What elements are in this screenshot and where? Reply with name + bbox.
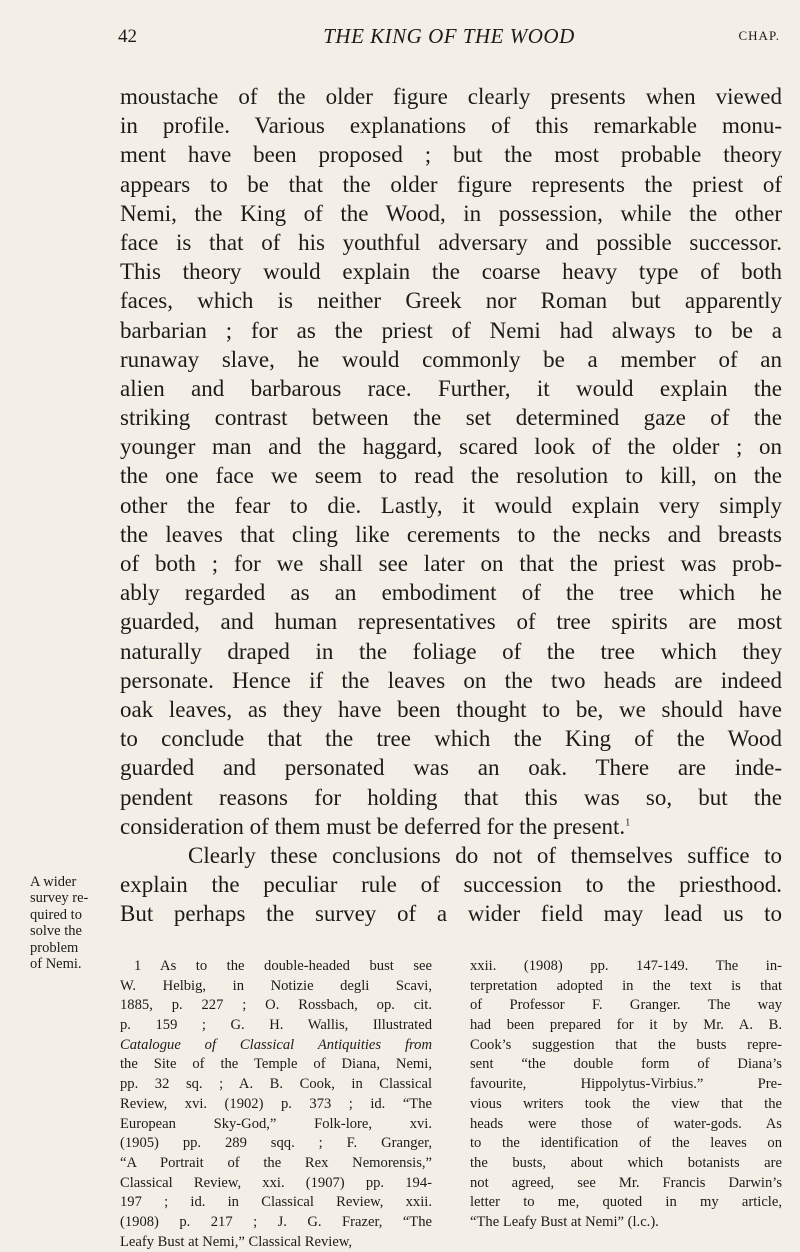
margin-note-line: A wider	[30, 874, 77, 890]
text-line: pendent reasons for holding that this was so, but the	[120, 784, 782, 810]
text-line: the leaves that cling like cerements to the necks and breasts	[120, 521, 782, 547]
margin-note-line: solve the	[30, 923, 82, 940]
text-line: alien and barbarous race. Further, it would explain the	[120, 375, 782, 401]
text-line: guarded and personated was an oak. There are inde-	[120, 755, 782, 781]
main-text	[120, 82, 782, 928]
footnote-line: 197 ; id. in Classical Review, xxii.	[120, 1194, 432, 1211]
text-line: But perhaps the survey of a wider field may lead us to	[120, 901, 782, 927]
text-line: explain the peculiar rule of succession to the priesthood.	[120, 872, 782, 898]
footnote-line: (1905) pp. 289 sqq. ; F. Granger,	[120, 1135, 432, 1152]
footnote-line: letter to me, quoted in my article,	[470, 1194, 782, 1211]
footnote-column-left	[120, 957, 432, 1252]
margin-note-line: survey re-	[30, 890, 89, 907]
footnote-line: 1 As to the double-headed bust see	[134, 958, 432, 974]
text-line: This theory would explain the coarse heavy type of both	[120, 259, 782, 285]
text-line: in profile. Various explanations of this remarkable monu-	[120, 113, 782, 139]
running-header	[118, 22, 780, 52]
footnote-line: the busts, about which botanists are	[470, 1154, 782, 1171]
text-line: ably regarded as an embodiment of the tree which he	[120, 580, 782, 606]
text-line: guarded, and human representatives of tree spirits are most	[120, 609, 782, 635]
margin-note-line: quired to	[30, 906, 82, 923]
footnote-line: vious writers took the view that the	[470, 1095, 782, 1112]
footnote-line: had been prepared for it by Mr. A. B.	[470, 1017, 782, 1034]
footnote-line: pp. 32 sq. ; A. B. Cook, in Classical	[120, 1076, 432, 1093]
text-line: younger man and the haggard, scared look of the older ; on	[120, 434, 782, 460]
footnote-line: Catalogue of Classical Antiquities from	[120, 1036, 432, 1053]
footnote-line: not agreed, see Mr. Francis Darwin’s	[470, 1174, 782, 1191]
text-line: of both ; for we shall see later on that the priest was prob-	[120, 551, 782, 576]
margin-note-line: problem	[30, 939, 79, 956]
text-line-content: consideration of them must be deferred for the present.	[120, 813, 626, 839]
footnote-line: terpretation adopted in the text is that	[470, 977, 782, 994]
text-line: moustache of the older figure clearly presents when viewed	[120, 84, 782, 109]
footnote-line: Review, xvi. (1902) p. 373 ; id. “The	[120, 1095, 432, 1112]
text-line: faces, which is neither Greek nor Roman but apparently	[120, 288, 782, 314]
text-line: barbarian ; for as the priest of Nemi had always to be a	[120, 317, 782, 343]
footnote-line: Leafy Bust at Nemi,” Classical Review,	[120, 1233, 353, 1250]
footnote-line: “The Leafy Bust at Nemi” (l.c.).	[470, 1213, 659, 1230]
text-line: runaway slave, he would commonly be a member of an	[120, 346, 782, 372]
footnote-line: 1885, p. 227 ; O. Rossbach, op. cit.	[120, 997, 432, 1014]
footnote-line: favourite, Hippolytus-Virbius.” Pre-	[470, 1076, 782, 1093]
running-title: THE KING OF THE WOOD	[323, 24, 575, 48]
footnote-line: European Sky-God,” Folk-lore, xvi.	[120, 1115, 432, 1132]
text-line: face is that of his youthful adversary and possible successor.	[120, 229, 782, 255]
footnote-line: p. 159 ; G. H. Wallis, Illustrated	[120, 1017, 432, 1034]
footnote-column-right	[470, 957, 782, 1233]
margin-note	[30, 874, 116, 972]
footnote-line: to the identification of the leaves on	[470, 1135, 782, 1152]
footnote-line: Classical Review, xxi. (1907) pp. 194-	[120, 1174, 432, 1191]
margin-note-line: of Nemi.	[30, 956, 82, 973]
footnote-line: sent “the double form of Diana’s	[470, 1056, 782, 1073]
footnote-line: “A Portrait of the Rex Nemorensis,”	[120, 1154, 432, 1171]
text-line: striking contrast between the set determined gaze of the	[120, 405, 782, 431]
footnote-line: W. Helbig, in Notizie degli Scavi,	[120, 977, 432, 994]
footnote-line: the Site of the Temple of Diana, Nemi,	[120, 1056, 432, 1073]
text-line: the one face we seem to read the resolution to kill, on the	[120, 463, 782, 489]
text-line	[120, 812, 782, 841]
text-line: ment have been proposed ; but the most probable theory	[120, 142, 782, 168]
footnote-line: heads were those of water-gods. As	[470, 1115, 782, 1132]
text-line: appears to be that the older figure represents the priest of	[120, 171, 782, 197]
footnote-line: xxii. (1908) pp. 147-149. The in-	[470, 958, 782, 974]
chapter-label: CHAP.	[738, 28, 780, 43]
page-number: 42	[118, 26, 137, 47]
text-line: naturally draped in the foliage of the tree which they	[120, 638, 782, 664]
text-line: other the fear to die. Lastly, it would explain very simply	[120, 492, 782, 518]
text-line: Nemi, the King of the Wood, in possession, while the other	[120, 200, 782, 226]
footnote-line: Cook’s suggestion that the busts repre-	[470, 1036, 782, 1053]
text-line: to conclude that the tree which the King of the Wood	[120, 726, 782, 752]
text-line: personate. Hence if the leaves on the two heads are indeed	[120, 667, 782, 693]
footnote-line: (1908) p. 217 ; J. G. Frazer, “The	[120, 1213, 432, 1230]
text-line: oak leaves, as they have been thought to be, we should have	[120, 696, 782, 722]
footnote-line: of Professor F. Granger. The way	[470, 997, 782, 1014]
text-line: Clearly these conclusions do not of themselves suffice to	[188, 842, 782, 868]
footnote-marker: 1	[625, 817, 631, 829]
